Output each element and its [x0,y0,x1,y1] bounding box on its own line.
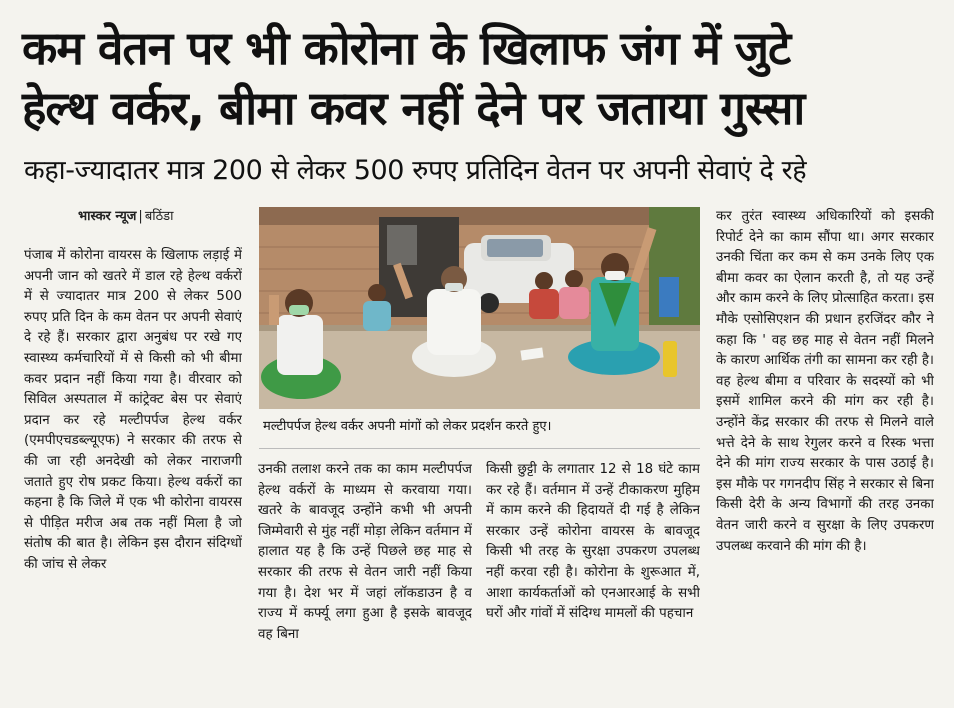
byline [78,206,173,224]
byline-place: बठिंडा [144,209,174,224]
article-column-1: पंजाब में कोरोना वायरस के खिलाफ लड़ाई में अपनी जान को खतरे में डाल रहे हेल्थ वर्करों में से ज्यादातर मात्र 200 से लेकर 500 रुपए प्रति दिन के कम वेतन पर अपनी सेवाएं दे रहे हैं। सरकार द्वारा अनुबंध पर रखे गए स्वास्थ्य कर्मचारियों में से किसी को भी बीमा कवर प्रदान नहीं किया गया है। वीरवार को सिविल अस्पताल में कांट्रेक्ट बेस पर सेवाएं प्रदान कर रहे मल्टीपर्पज हेल्थ वर्कर (एमपीएचडब्ल्यूएफ) ने सरकार की तरफ से की जा रही अनदेखी को लेकर नाराजगी जताते हुए रोष प्रकट किया। हेल्थ वर्करों का कहना है कि जिले में एक भी कोरोना वायरस से पीड़ित मरीज अब तक नहीं मिला है जो संतोष की बात है। लेकिन इस दौरान संदिग्धों की जांच से लेकर [24,248,242,572]
protest-photo [259,207,700,409]
article-column-3: किसी छुट्टी के लगातार 12 से 18 घंटे काम कर रहे हैं। वर्तमान में उन्हें टीकाकरण मुहिम में काम करने की हिदायतें दी गई है लेकिन सरकार उन्हें कोरोना वायरस के बावजूद किसी भी तरह के सुरक्षा उपकरण उपलब्ध नहीं करवा रही है। कोरोना के शुरूआत में, आशा कार्यकर्ताओं को एनआरआई के सभी घरों और गांवों में संदिग्ध मामलों की पहचान [486,462,700,622]
headline-line-1: कम वेतन पर भी कोरोना के खिलाफ जंग में जुटे [22,21,791,75]
headline-line-2: हेल्थ वर्कर, बीमा कवर नहीं देने पर जताया गुस्सा [22,81,805,135]
protest-photo-illustration [259,207,700,409]
caption-divider [259,448,700,449]
article-column-4: कर तुरंत स्वास्थ्य अधिकारियों को इसकी रिपोर्ट देने का काम सौंपा था। अगर सरकार उनकी चिंता कर कम से कम उनके लिए एक बीमा कवर का ऐलान करती है, तो यह उन्हें और काम करने के लिए प्रोत्साहित करता। इस मौके एसोसिएशन की प्रधान हरजिंदर कौर ने कहा कि ' वह छह माह से वेतन नहीं मिलने के कारण आर्थिक तंगी का सामना कर रही है। वह हेल्थ बीमा व परिवार के सदस्यों को भी इसमें शामिल करने की मांग कर रही है। उन्होंने केंद्र सरकार की तरफ से मिलने वाले भत्ते देने के साथ रेगुलर करने व रिस्क भत्ता देने की मांग राज्य सरकार के पास उठाई है। इस मौके पर गगनदीप सिंह ने सरकार से बिना किसी देरी के अन्य विभागों की तरह उनका वेतन जारी करने व सुरक्षा के लिए उपकरण उपलब्ध करवाने की मांग की है। [716,209,934,554]
photo-caption: मल्टीपर्पज हेल्थ वर्कर अपनी मांगों को लेकर प्रदर्शन करते हुए। [263,419,552,434]
byline-separator: | [138,209,143,224]
article-column-2: उनकी तलाश करने तक का काम मल्टीपर्पज हेल्थ वर्करों के माध्यम से करवाया गया। खतरे के बावजूद उन्होंने कभी भी अपनी जिम्मेवारी से मुंह नहीं मोड़ा लेकिन वर्तमान में हालात यह है कि उन्हें पिछले छह माह से सरकार की तरफ से वेतन जारी नहीं किया गया है। देश भर में जहां लॉकडाउन है व राज्य में कर्फ्यू लगा हुआ है इसके बावजूद वह बिना [258,462,472,642]
byline-source: भास्कर न्यूज [78,209,137,224]
subheadline: कहा-ज्यादातर मात्र 200 से लेकर 500 रुपए प्रतिदिन वेतन पर अपनी सेवाएं दे रहे [24,155,807,186]
headline [22,18,937,138]
